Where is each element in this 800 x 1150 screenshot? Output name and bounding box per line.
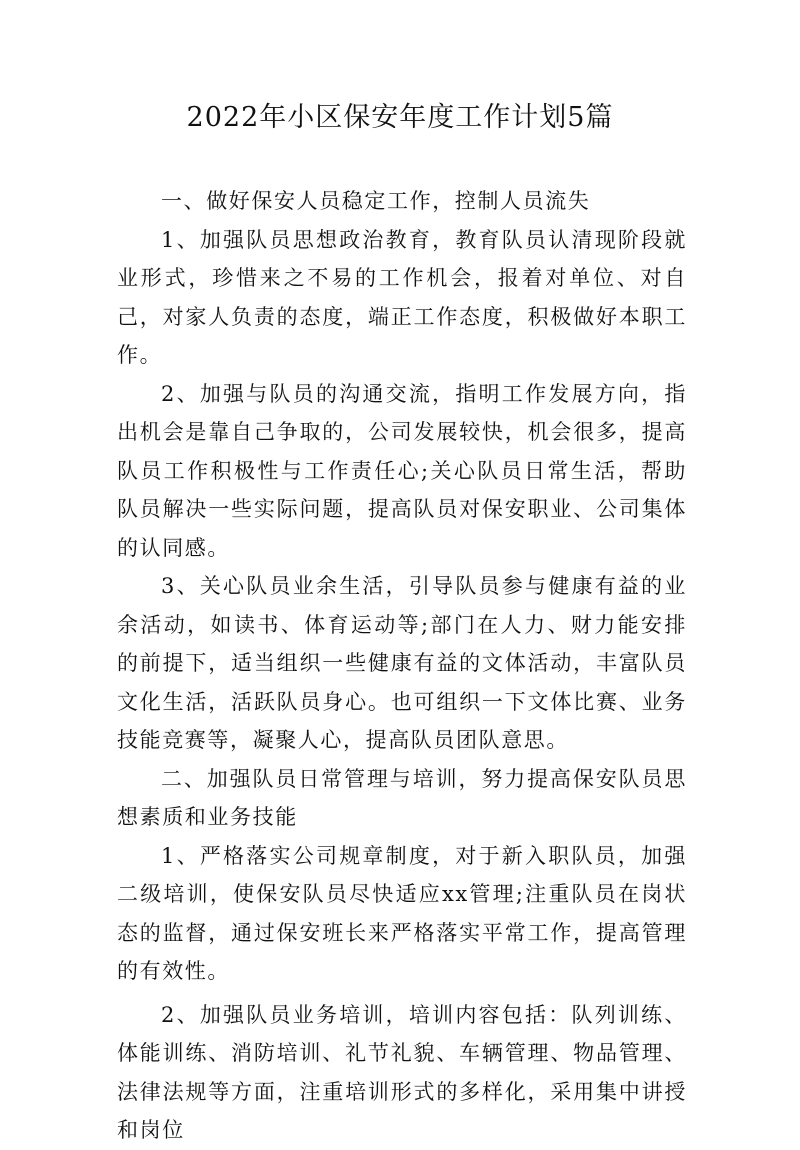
paragraph-2-1: 1、严格落实公司规章制度，对于新入职队员，加强二级培训，使保安队员尽快适应xx管理;注重队员在岗状态的监督，通过保安班长来严格落实平常工作，提高管理的有效性。	[117, 843, 687, 983]
paragraph-1-2: 2、加强与队员的沟通交流，指明工作发展方向，指出机会是靠自己争取的，公司发展较快，机会很多，提高队员工作积极性与工作责任心;关心队员日常生活，帮助队员解决一些实际问题，提高队员对保安职业、公司集体的认同感。	[117, 381, 687, 560]
paragraph-1-1: 1、加强队员思想政治教育，教育队员认清现阶段就业形式，珍惜来之不易的工作机会，报着对单位、对自己，对家人负责的态度，端正工作态度，积极做好本职工作。	[117, 227, 687, 367]
document-body	[117, 182, 687, 1150]
paragraph-2-2: 2、加强队员业务培训，培训内容包括：队列训练、体能训练、消防培训、礼节礼貌、车辆管理、物品管理、法律法规等方面，注重培训形式的多样化，采用集中讲授和岗位	[117, 1002, 687, 1142]
section-heading-1: 一、做好保安人员稳定工作，控制人员流失	[161, 189, 591, 213]
document-title: 2022年小区保安年度工作计划5篇	[186, 102, 614, 133]
section-heading-2: 二、加强队员日常管理与培训，努力提高保安队员思想素质和业务技能	[117, 766, 687, 829]
paragraph-1-3: 3、关心队员业余生活，引导队员参与健康有益的业余活动，如读书、体育运动等;部门在人力、财力能安排的前提下，适当组织一些健康有益的文体活动，丰富队员文化生活，活跃队员身心。也可组织一下文体比赛、业务技能竞赛等，凝聚人心，提高队员团队意思。	[117, 574, 687, 752]
